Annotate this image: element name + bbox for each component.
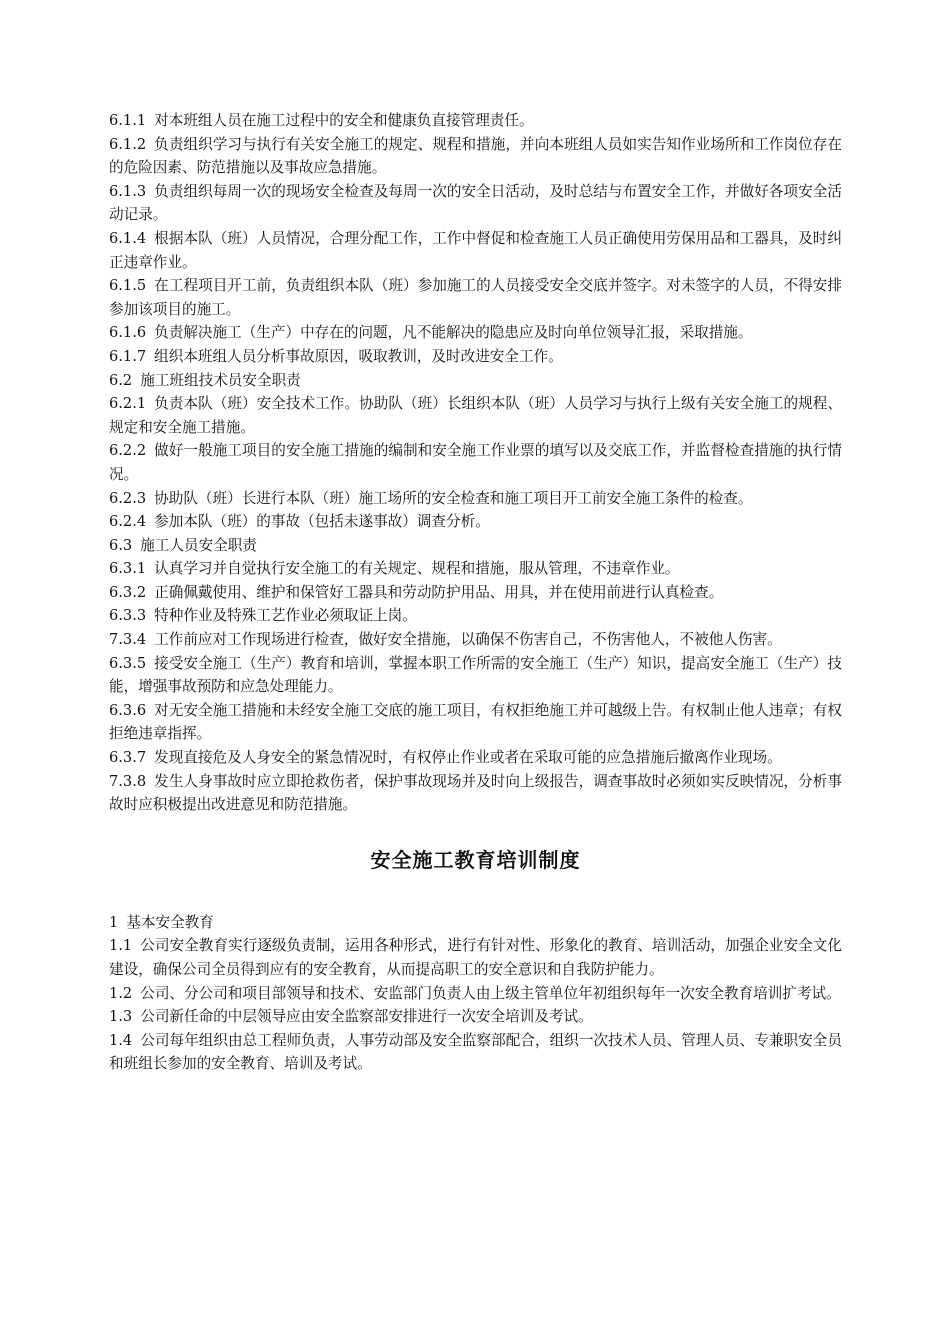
clause-number: 1.4 [109, 1031, 133, 1049]
clause-number: 6.2.2 [109, 442, 147, 460]
clause-number: 6.3 [109, 536, 133, 554]
clause-text: 接受安全施工（生产）教育和培训，掌握本职工作所需的安全施工（生产）知识，提高安全施工（生产）技能，增强事故预防和应急处理能力。 [109, 654, 842, 696]
clause-number: 7.3.8 [109, 772, 147, 790]
clause-text: 发现直接危及人身安全的紧急情况时，有权停止作业或者在采取可能的应急措施后撤离作业现场。 [154, 749, 782, 767]
clause-text: 组织本班组人员分析事故原因，吸取教训，及时改进安全工作。 [154, 347, 563, 365]
paragraph [109, 109, 842, 133]
responsibility-section [109, 109, 842, 817]
clause-text: 负责本队（班）安全技术工作。协助队（班）长组织本队（班）人员学习与执行上级有关安全施工的规程、规定和安全施工措施。 [109, 395, 842, 436]
clause-text: 对无安全施工措施和未经安全施工交底的施工项目，有权拒绝施工并可越级上告。有权制止他人违章；有权拒绝违章指挥。 [109, 701, 842, 743]
paragraph [109, 557, 842, 581]
education-section [109, 911, 842, 1076]
clause-number: 6.3.1 [109, 560, 147, 578]
paragraph [109, 699, 842, 746]
clause-number: 6.3.3 [109, 607, 147, 625]
clause-number: 1.1 [109, 937, 133, 955]
clause-text: 施工人员安全职责 [140, 536, 257, 554]
clause-text: 负责解决施工（生产）中存在的问题，凡不能解决的隐患应及时向单位领导汇报，采取措施。 [154, 324, 753, 342]
clause-text: 在工程项目开工前，负责组织本队（班）参加施工的人员接受安全交底并签字。对未签字的人员，不得安排参加该项目的施工。 [109, 277, 842, 318]
clause-text: 对本班组人员在施工过程中的安全和健康负直接管理责任。 [154, 112, 534, 129]
paragraph [109, 1029, 842, 1076]
paragraph [109, 274, 842, 321]
paragraph [109, 911, 842, 935]
clause-number: 1.2 [109, 984, 133, 1002]
clause-number: 6.1.5 [109, 277, 147, 295]
paragraph [109, 133, 842, 180]
paragraph [109, 934, 842, 981]
paragraph [109, 982, 842, 1006]
clause-number: 6.1.4 [109, 229, 147, 247]
clause-number: 1 [109, 913, 119, 931]
paragraph [109, 1005, 842, 1029]
title-spacer [109, 875, 842, 911]
clause-text: 公司安全教育实行逐级负责制，运用各种形式，进行有针对性、形象化的教育、培训活动，加强企业安全文化建设，确保公司全员得到应有的安全教育，从而提高职工的安全意识和自我防护能力。 [109, 937, 842, 978]
clause-number: 6.2 [109, 371, 133, 389]
clause-number: 6.3.5 [109, 654, 147, 672]
paragraph [109, 439, 842, 486]
clause-text: 施工班组技术员安全职责 [140, 371, 301, 389]
clause-number: 7.3.4 [109, 631, 147, 649]
clause-number: 6.3.7 [109, 749, 147, 767]
clause-text: 认真学习并自觉执行安全施工的有关规定、规程和措施，服从管理，不违章作业。 [154, 560, 680, 578]
clause-text: 基本安全教育 [126, 913, 214, 931]
paragraph [109, 534, 842, 558]
clause-text: 正确佩戴使用、维护和保管好工器具和劳动防护用品、用具，并在使用前进行认真检查。 [154, 583, 724, 601]
clause-text: 根据本队（班）人员情况，合理分配工作，工作中督促和检查施工人员正确使用劳保用品和工器具，及时纠正违章作业。 [109, 229, 842, 271]
clause-text: 工作前应对工作现场进行检查，做好安全措施，以确保不伤害自己，不伤害他人，不被他人伤害。 [154, 631, 782, 649]
clause-number: 6.2.4 [109, 513, 147, 531]
clause-number: 6.1.2 [109, 135, 147, 153]
clause-text: 公司、分公司和项目部领导和技术、安监部门负责人由上级主管单位年初组织每年一次安全教育培训扩考试。 [140, 984, 841, 1002]
clause-text: 发生人身事故时应立即抢救伤者，保护事故现场并及时向上级报告，调查事故时必须如实反映情况，分析事故时应积极提出改进意见和防范措施。 [109, 772, 842, 814]
clause-number: 6.1.3 [109, 182, 147, 200]
paragraph [109, 345, 842, 369]
paragraph [109, 746, 842, 770]
paragraph [109, 321, 842, 345]
clause-number: 6.1.1 [109, 112, 147, 129]
clause-number: 1.3 [109, 1008, 133, 1026]
clause-number: 6.2.1 [109, 395, 147, 413]
paragraph [109, 770, 842, 817]
clause-text: 参加本队（班）的事故（包括未遂事故）调查分析。 [154, 513, 490, 531]
clause-text: 协助队（班）长进行本队（班）施工场所的安全检查和施工项目开工前安全施工条件的检查。 [154, 489, 753, 507]
paragraph [109, 392, 842, 439]
paragraph [109, 487, 842, 511]
clause-number: 6.2.3 [109, 489, 147, 507]
clause-text: 负责组织每周一次的现场安全检查及每周一次的安全日活动，及时总结与布置安全工作，并做好各项安全活动记录。 [109, 182, 842, 224]
clause-number: 6.3.2 [109, 583, 147, 601]
paragraph [109, 510, 842, 534]
paragraph [109, 628, 842, 652]
clause-text: 特种作业及特殊工艺作业必须取证上岗。 [154, 607, 417, 625]
clause-text: 做好一般施工项目的安全施工措施的编制和安全施工作业票的填写以及交底工作，并监督检查措施的执行情况。 [109, 442, 842, 483]
clause-number: 6.1.7 [109, 347, 147, 365]
paragraph [109, 227, 842, 274]
clause-text: 公司新任命的中层领导应由安全监察部安排进行一次安全培训及考试。 [140, 1008, 593, 1026]
clause-text: 负责组织学习与执行有关安全施工的规定、规程和措施，并向本班组人员如实告知作业场所和工作岗位存在的危险因素、防范措施以及事故应急措施。 [109, 135, 842, 177]
paragraph [109, 180, 842, 227]
clause-number: 6.1.6 [109, 324, 147, 342]
paragraph [109, 652, 842, 699]
clause-text: 公司每年组织由总工程师负责，人事劳动部及安全监察部配合，组织一次技术人员、管理人员、专兼职安全员和班组长参加的安全教育、培训及考试。 [109, 1031, 842, 1073]
paragraph [109, 369, 842, 393]
paragraph [109, 604, 842, 628]
paragraph [109, 581, 842, 605]
page-title: 安全施工教育培训制度 [370, 847, 581, 872]
clause-number: 6.3.6 [109, 701, 147, 719]
